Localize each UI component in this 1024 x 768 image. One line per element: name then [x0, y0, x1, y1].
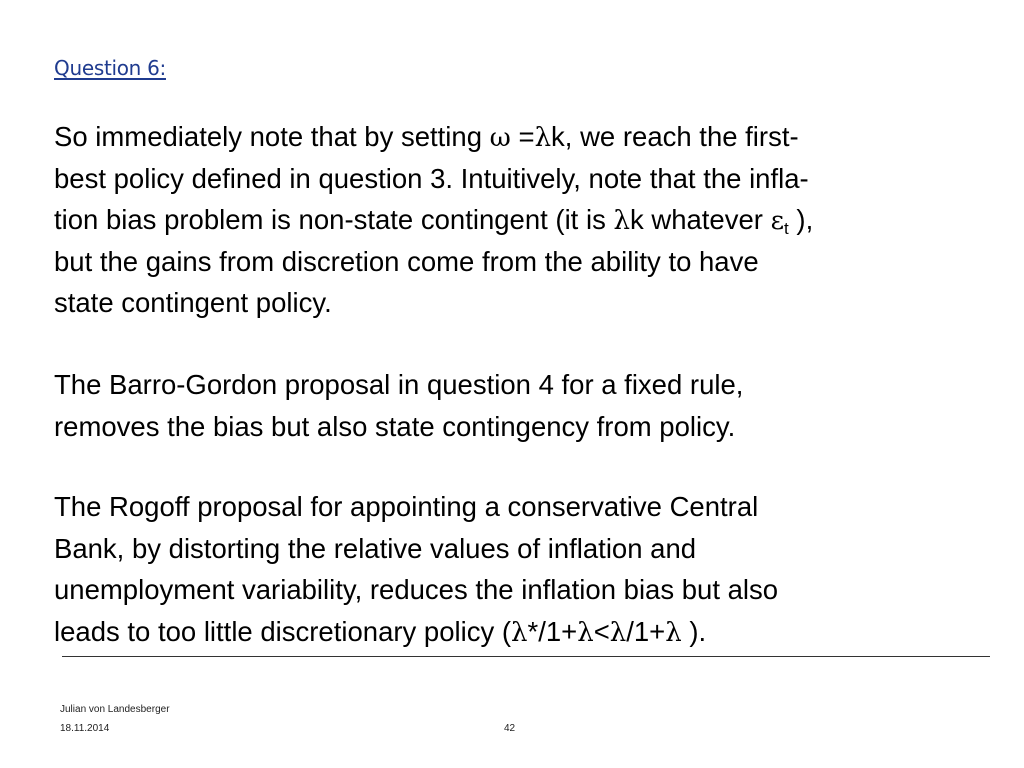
lambda-symbol: λ [511, 617, 528, 648]
text-segment: < [593, 615, 610, 647]
text-segment: leads to too little discretionary policy ( [54, 615, 512, 647]
text-segment: */1+ [527, 615, 578, 647]
text-segment: = [510, 121, 535, 152]
text-segment: ), [788, 204, 814, 235]
text-segment: ). [681, 615, 707, 647]
subscript-t: t [784, 219, 789, 238]
omega-symbol: ω [489, 123, 511, 153]
footer-page-number: 42 [504, 723, 516, 734]
slide-title: Question 6: [54, 56, 166, 80]
paragraph-rogoff [54, 486, 994, 652]
paragraph-line [54, 116, 994, 158]
text-segment: /1+ [626, 615, 666, 647]
paragraph-barro-gordon [54, 364, 994, 447]
footer-author: Julian von Landesberger [60, 704, 170, 715]
text-segment: k whatever [629, 204, 771, 235]
paragraph-first-best [54, 116, 994, 324]
lambda-symbol: λ [665, 617, 682, 648]
footer-date: 18.11.2014 [60, 723, 110, 734]
paragraph-line [54, 199, 994, 241]
paragraph-line: removes the bias but also state contingency from policy. [54, 410, 736, 442]
footer-divider [62, 656, 990, 657]
paragraph-line: The Rogoff proposal for appointing a conservative Central [54, 491, 759, 522]
paragraph-line: The Barro-Gordon proposal in question 4 for a fixed rule, [54, 369, 744, 400]
epsilon-symbol: ε [770, 206, 785, 236]
paragraph-line: unemployment variability, reduces the inflation bias but also [54, 574, 779, 605]
lambda-symbol: λ [577, 617, 594, 648]
lambda-symbol: λ [609, 617, 627, 648]
paragraph-line: Bank, by distorting the relative values of inflation and [54, 532, 697, 564]
paragraph-line: best policy defined in question 3. Intuitively, note that the infla- [54, 162, 809, 194]
paragraph-line: but the gains from discretion come from the ability to have [54, 245, 759, 277]
text-segment: tion bias problem is non-state contingent (it is [54, 204, 614, 235]
lambda-symbol: λ [534, 123, 552, 153]
text-segment: So immediately note that by setting [54, 121, 490, 152]
lambda-symbol: λ [613, 206, 630, 236]
paragraph-line [54, 611, 994, 653]
text-segment: k, we reach the first- [551, 121, 799, 152]
paragraph-line: state contingent policy. [54, 287, 332, 318]
